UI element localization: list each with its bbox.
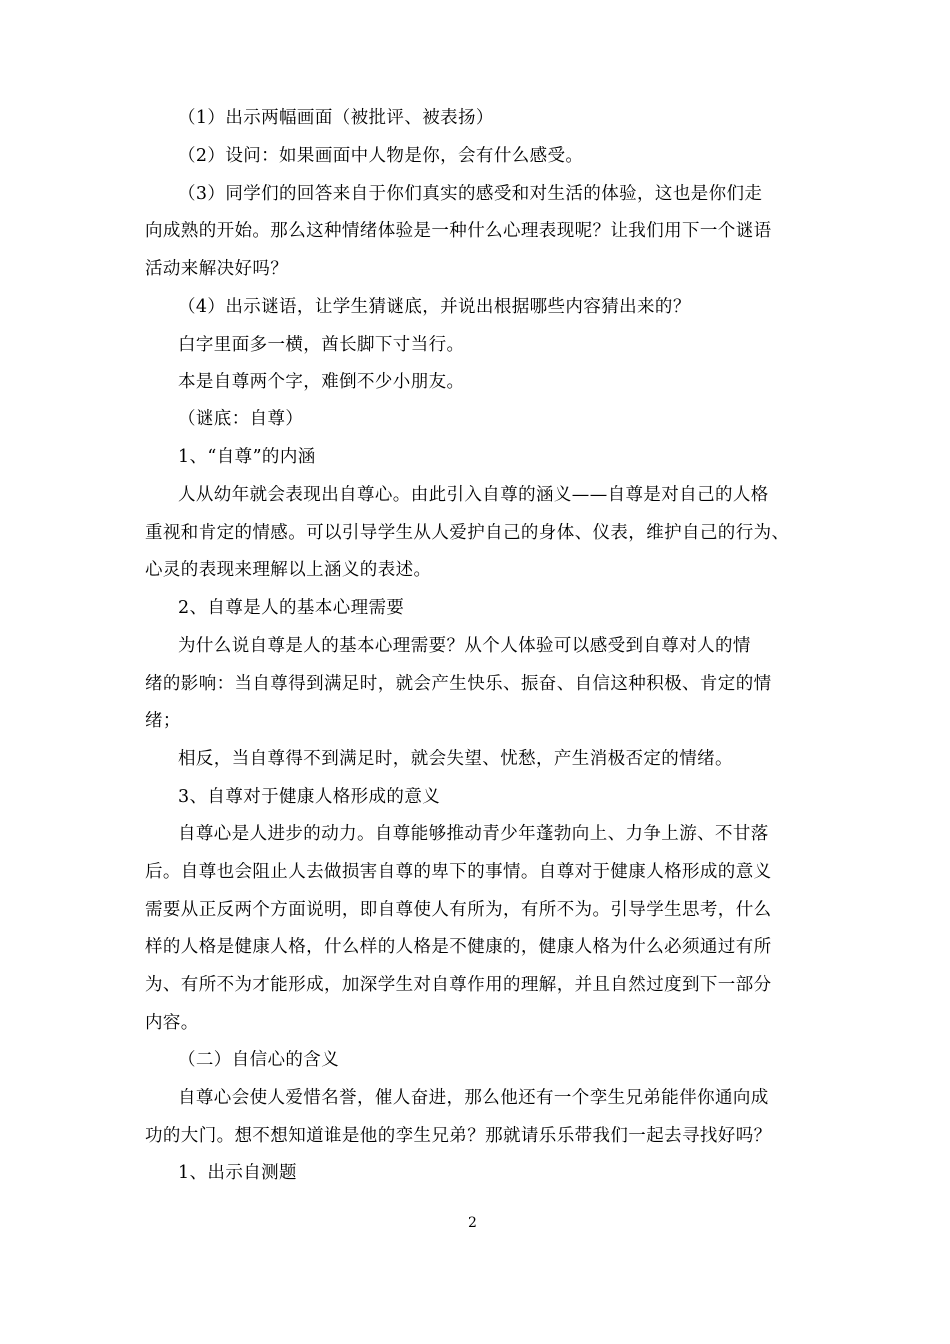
text-line: 相反，当自尊得不到满足时，就会失望、忧愁，产生消极否定的情绪。 xyxy=(178,749,733,769)
text-line: 需要从正反两个方面说明，即自尊使人有所为，有所不为。引导学生思考，什么 xyxy=(145,900,772,920)
text-line: 自尊心会使人爱惜名誉，催人奋进，那么他还有一个孪生兄弟能伴你通向成 xyxy=(178,1088,769,1108)
text-line: 为、有所不为才能形成，加深学生对自尊作用的理解，并且自然过度到下一部分 xyxy=(145,975,772,995)
section-heading: 1、“自尊”的内涵 xyxy=(178,447,316,467)
text-line: 人从幼年就会表现出自尊心。由此引入自尊的涵义——自尊是对自己的人格 xyxy=(178,485,769,505)
text-line: （谜底：自尊） xyxy=(178,409,304,429)
text-line: （3）同学们的回答来自于你们真实的感受和对生活的体验，这也是你们走 xyxy=(178,184,763,204)
text-line: 为什么说自尊是人的基本心理需要？从个人体验可以感受到自尊对人的情 xyxy=(178,636,751,656)
text-line: 后。自尊也会阻止人去做损害自尊的卑下的事情。自尊对于健康人格形成的意义 xyxy=(145,862,772,882)
section-heading: 3、自尊对于健康人格形成的意义 xyxy=(178,787,441,807)
section-heading: （二）自信心的含义 xyxy=(178,1050,340,1070)
text-line: 样的人格是健康人格，什么样的人格是不健康的，健康人格为什么必须通过有所 xyxy=(145,937,772,957)
text-line: 活动来解决好吗？ xyxy=(145,259,289,279)
text-line: （4）出示谜语，让学生猜谜底，并说出根据哪些内容猜出来的？ xyxy=(178,297,691,317)
text-line: 本是自尊两个字，难倒不少小朋友。 xyxy=(178,372,465,392)
text-line: （2）设问：如果画面中人物是你，会有什么感受。 xyxy=(178,146,584,166)
text-line: 自尊心是人进步的动力。自尊能够推动青少年蓬勃向上、力争上游、不甘落 xyxy=(178,824,769,844)
text-line: 绪的影响：当自尊得到满足时，就会产生快乐、振奋、自信这种积极、肯定的情 xyxy=(145,674,772,694)
page-number: 2 xyxy=(468,1215,477,1231)
text-line: 白字里面多一横，酋长脚下寸当行。 xyxy=(178,335,465,355)
section-heading: 2、自尊是人的基本心理需要 xyxy=(178,598,405,618)
text-line: （1）出示两幅画面（被批评、被表扬） xyxy=(178,108,494,128)
text-line: 功的大门。想不想知道谁是他的孪生兄弟？那就请乐乐带我们一起去寻找好吗？ xyxy=(145,1126,772,1146)
text-line: 绪； xyxy=(145,711,181,731)
text-line: 心灵的表现来理解以上涵义的表述。 xyxy=(145,560,432,580)
text-line: 向成熟的开始。那么这种情绪体验是一种什么心理表现呢？让我们用下一个谜语 xyxy=(145,221,772,241)
text-line: 重视和肯定的情感。可以引导学生从人爱护自己的身体、仪表，维护自己的行为、 xyxy=(145,523,790,543)
section-heading: 1、出示自测题 xyxy=(178,1163,297,1183)
text-line: 内容。 xyxy=(145,1013,199,1033)
